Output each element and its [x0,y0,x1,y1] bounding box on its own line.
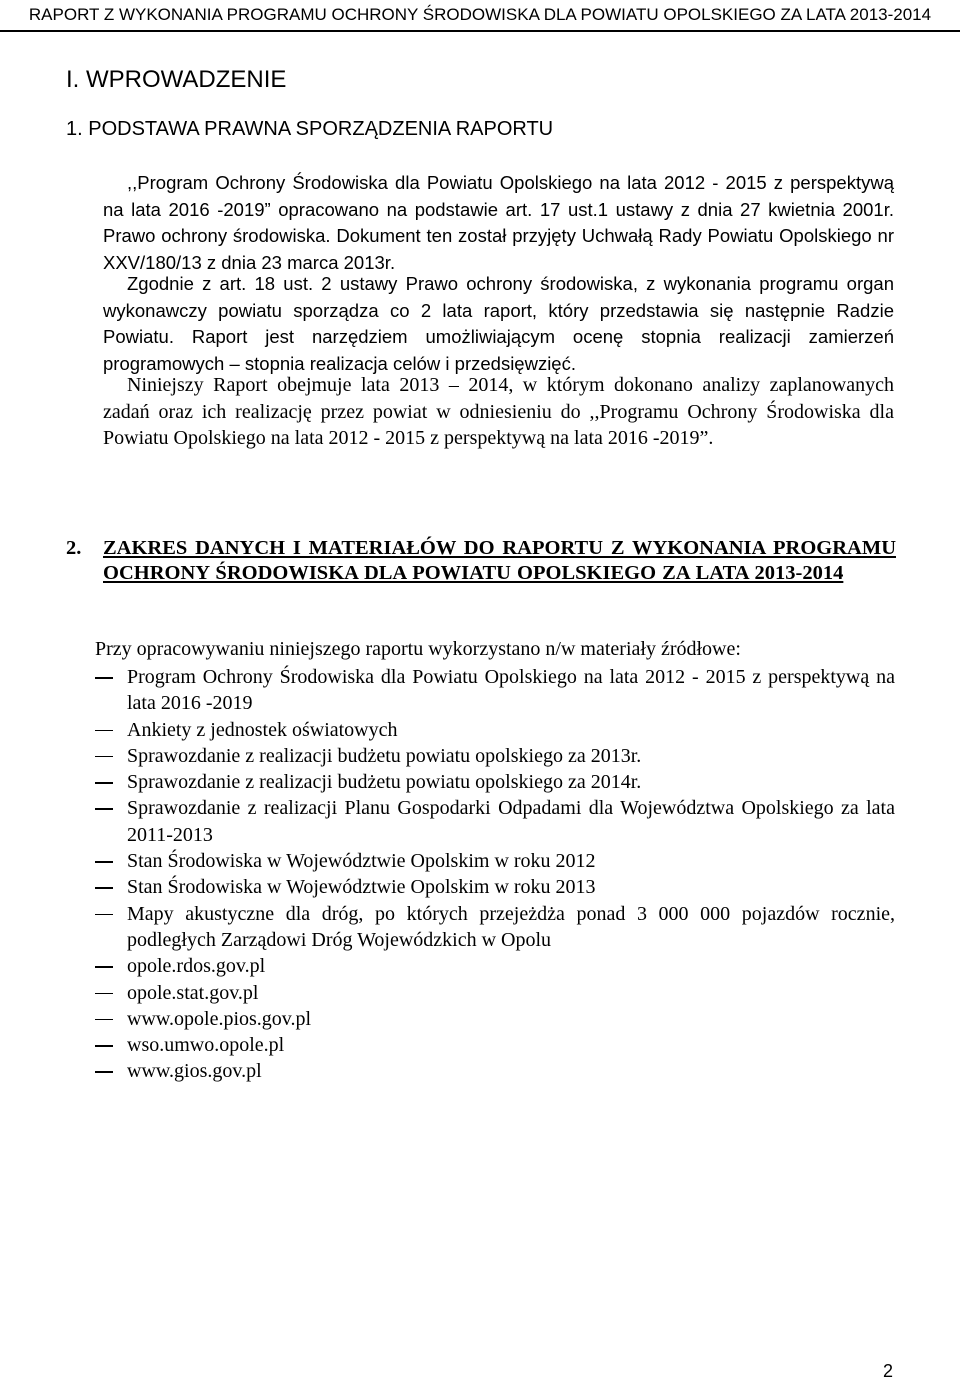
list-item [95,874,895,900]
list-item-text: www.opole.pios.gov.pl [127,1007,312,1030]
list-item-text: Sprawozdanie z realizacji budżetu powiatu opolskiego za 2014r. [127,771,642,794]
dash-bullet [95,730,113,732]
section-number: 2. [66,537,82,559]
section-title-introduction: I. WPROWADZENIE [66,66,287,93]
section-title-text: ZAKRES DANYCH I MATERIAŁÓW DO RAPORTU Z WYKONANIA PROGRAMU OCHRONY ŚRODOWISKA DLA POWIATU OPOLSKIEGO ZA LATA 2013-2014 [103,537,896,584]
dash-bullet [95,887,113,889]
paragraph-report-scope-text: Niniejszy Raport obejmuje lata 2013 – 2014, w którym dokonano analizy zaplanowanych zadań oraz ich realizację przez powiat w odniesieniu do ,,Programu Ochrony Środowiska dla Powiatu Opolskiego na lata 2012 - 2015 z perspektywą na lata 2016 -2019”. [103,374,894,450]
list-item-text: Sprawozdanie z realizacji Planu Gospodarki Odpadami dla Województwa Opolskiego za lata 2011-2013 [127,797,895,846]
page-number: 2 [883,1361,894,1381]
list-item [95,901,895,954]
dash-bullet [95,861,113,863]
paragraph-legal-basis [103,170,894,276]
paragraph-reporting-obligation [103,271,894,377]
list-item-text: Mapy akustyczne dla dróg, po których przejeżdża ponad 3 000 000 pojazdów rocznie, podległych Zarządowi Dróg Wojewódzkich w Opolu [127,902,895,951]
dash-bullet [95,993,113,995]
dash-bullet [95,914,113,916]
list-item [95,848,895,874]
list-item-text: Stan Środowiska w Województwie Opolskim w roku 2013 [127,876,596,899]
list-item-text: opole.rdos.gov.pl [127,955,266,978]
subsection-title-legal-basis: 1. PODSTAWA PRAWNA SPORZĄDZENIA RAPORTU [66,118,554,140]
source-list [95,664,895,1085]
paragraph-legal-basis-text: ,,Program Ochrony Środowiska dla Powiatu Opolskiego na lata 2012 - 2015 z perspektywą na lata 2016 -2019” opracowano na podstawie art. 17 ust.1 ustawy z dnia 27 kwietnia 2001r. Prawo ochrony środowiska. Dokument ten został przyjęty Uchwałą Rady Powiatu Opolskiego nr XXV/180/13 z dnia 23 marca 2013r. [103,172,894,273]
dash-bullet [95,1019,113,1021]
dash-bullet [95,677,113,679]
dash-bullet [95,782,113,784]
dash-bullet [95,966,113,968]
list-item-text: Program Ochrony Środowiska dla Powiatu Opolskiego na lata 2012 - 2015 z perspektywą na lata 2016 -2019 [127,666,895,715]
list-item-text: Sprawozdanie z realizacji budżetu powiatu opolskiego za 2013r. [127,744,642,767]
list-item-text: opole.stat.gov.pl [127,981,259,1004]
list-item-text: Stan Środowiska w Województwie Opolskim w roku 2012 [127,850,596,873]
paragraph-report-scope [103,372,894,452]
list-item-text: www.gios.gov.pl [127,1060,262,1083]
list-item [95,1058,895,1084]
list-item [95,980,895,1006]
list-item [95,1032,895,1058]
paragraph-reporting-obligation-text: Zgodnie z art. 18 ust. 2 ustawy Prawo ochrony środowiska, z wykonania programu organ wykonawczy powiatu sporządza co 2 lata raport, który przedstawia się następnie Radzie Powiatu. Raport jest narzędziem umożliwiającym ocenę stopnia realizacji zamierzeń programowych – stopnia realizacja celów i przedsięwzięć. [103,273,894,374]
list-item [95,664,895,717]
sources-intro: Przy opracowywaniu niniejszego raportu wykorzystano n/w materiały źródłowe: [95,638,741,660]
list-item-text: Ankiety z jednostek oświatowych [127,718,398,741]
list-item [95,769,895,795]
dash-bullet [95,1045,113,1047]
dash-bullet [95,1071,113,1073]
list-item [95,953,895,979]
dash-bullet [95,756,113,758]
list-item [95,717,895,743]
list-item [95,795,895,848]
section-title-data-scope [66,536,896,586]
list-item [95,1006,895,1032]
list-item [95,743,895,769]
dash-bullet [95,808,113,810]
running-header: RAPORT Z WYKONANIA PROGRAMU OCHRONY ŚRODOWISKA DLA POWIATU OPOLSKIEGO ZA LATA 2013-2014 [0,0,960,32]
list-item-text: wso.umwo.opole.pl [127,1034,285,1057]
